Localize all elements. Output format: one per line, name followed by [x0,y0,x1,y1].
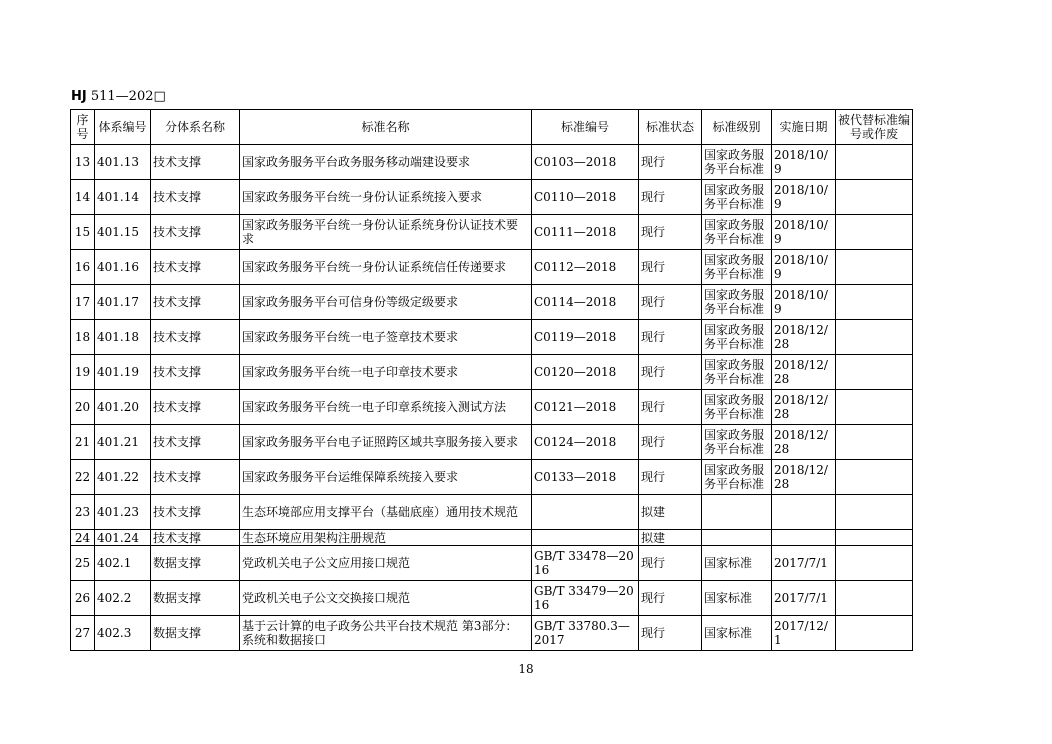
standard-code: 511—202□ [90,89,166,104]
cell-standard-code: C0133—2018 [532,460,639,495]
cell-status: 拟建 [639,530,702,546]
cell-subsystem: 技术支撑 [151,180,240,215]
cell-date: 2017/12/1 [772,616,836,651]
table-row [71,215,913,250]
cell-standard-name: 国家政务服务平台统一电子印章系统接入测试方法 [240,390,532,425]
cell-no: 21 [71,425,95,460]
table-row [71,320,913,355]
cell-standard-code: C0114—2018 [532,285,639,320]
col-header-level: 标准级别 [702,110,772,145]
cell-standard-code: C0120—2018 [532,355,639,390]
col-header-status: 标准状态 [639,110,702,145]
cell-replaced [836,460,913,495]
cell-replaced [836,355,913,390]
cell-status: 现行 [639,320,702,355]
cell-subsystem: 技术支撑 [151,250,240,285]
cell-no: 16 [71,250,95,285]
cell-no: 15 [71,215,95,250]
cell-system-code: 401.20 [95,390,151,425]
cell-system-code: 401.18 [95,320,151,355]
col-header-no: 序号 [71,110,95,145]
cell-standard-code: C0121—2018 [532,390,639,425]
cell-no: 19 [71,355,95,390]
cell-standard-name: 国家政务服务平台统一电子签章技术要求 [240,320,532,355]
cell-level: 国家政务服务平台标准 [702,320,772,355]
col-header-standard-code: 标准编号 [532,110,639,145]
cell-standard-name: 国家政务服务平台电子证照跨区域共享服务接入要求 [240,425,532,460]
col-header-date: 实施日期 [772,110,836,145]
cell-status: 现行 [639,390,702,425]
cell-level: 国家标准 [702,546,772,581]
cell-status: 现行 [639,285,702,320]
table-header-row [71,110,913,145]
cell-status: 现行 [639,215,702,250]
cell-system-code: 401.16 [95,250,151,285]
cell-standard-code [532,495,639,530]
cell-date: 2017/7/1 [772,581,836,616]
cell-level: 国家标准 [702,581,772,616]
cell-system-code: 401.23 [95,495,151,530]
cell-replaced [836,425,913,460]
cell-replaced [836,390,913,425]
cell-standard-code: C0119—2018 [532,320,639,355]
page-number: 18 [518,662,534,676]
table-row [71,495,913,530]
cell-system-code: 401.24 [95,530,151,546]
table-row [71,546,913,581]
cell-date: 2017/7/1 [772,546,836,581]
cell-subsystem: 技术支撑 [151,530,240,546]
cell-standard-name: 党政机关电子公文交换接口规范 [240,581,532,616]
cell-replaced [836,530,913,546]
cell-replaced [836,215,913,250]
cell-subsystem: 技术支撑 [151,145,240,180]
cell-standard-code [532,530,639,546]
cell-date: 2018/12/28 [772,320,836,355]
cell-replaced [836,180,913,215]
table-row [71,425,913,460]
cell-standard-code: C0103—2018 [532,145,639,180]
cell-subsystem: 数据支撑 [151,616,240,651]
cell-standard-name: 国家政务服务平台统一身份认证系统身份认证技术要求 [240,215,532,250]
cell-level: 国家政务服务平台标准 [702,180,772,215]
cell-replaced [836,616,913,651]
cell-level: 国家政务服务平台标准 [702,425,772,460]
col-header-system-code: 体系编号 [95,110,151,145]
cell-no: 17 [71,285,95,320]
cell-status: 现行 [639,546,702,581]
cell-date: 2018/10/9 [772,145,836,180]
cell-system-code: 401.19 [95,355,151,390]
cell-subsystem: 技术支撑 [151,285,240,320]
cell-standard-name: 生态环境应用架构注册规范 [240,530,532,546]
table-body [71,145,913,651]
cell-status: 拟建 [639,495,702,530]
cell-no: 25 [71,546,95,581]
cell-replaced [836,145,913,180]
cell-standard-name: 党政机关电子公文应用接口规范 [240,546,532,581]
cell-status: 现行 [639,250,702,285]
cell-standard-name: 基于云计算的电子政务公共平台技术规范 第3部分：系统和数据接口 [240,616,532,651]
cell-level [702,530,772,546]
cell-status: 现行 [639,460,702,495]
cell-level [702,495,772,530]
cell-replaced [836,320,913,355]
col-header-replaced: 被代替标准编号或作废 [836,110,913,145]
table-row [71,581,913,616]
cell-date: 2018/12/28 [772,355,836,390]
col-header-subsystem: 分体系名称 [151,110,240,145]
cell-standard-code: C0110—2018 [532,180,639,215]
cell-subsystem: 数据支撑 [151,546,240,581]
cell-standard-code: GB/T 33478—2016 [532,546,639,581]
cell-status: 现行 [639,425,702,460]
cell-no: 23 [71,495,95,530]
cell-level: 国家政务服务平台标准 [702,215,772,250]
col-header-standard-name: 标准名称 [240,110,532,145]
cell-system-code: 401.22 [95,460,151,495]
cell-system-code: 401.17 [95,285,151,320]
table-row [71,390,913,425]
cell-system-code: 401.14 [95,180,151,215]
cell-replaced [836,285,913,320]
cell-level: 国家政务服务平台标准 [702,145,772,180]
cell-status: 现行 [639,355,702,390]
cell-standard-name: 生态环境部应用支撑平台（基础底座）通用技术规范 [240,495,532,530]
cell-standard-code: GB/T 33780.3—2017 [532,616,639,651]
table-row [71,355,913,390]
cell-level: 国家政务服务平台标准 [702,460,772,495]
cell-status: 现行 [639,180,702,215]
table-row [71,145,913,180]
cell-no: 18 [71,320,95,355]
cell-no: 13 [71,145,95,180]
cell-subsystem: 技术支撑 [151,425,240,460]
standards-table [70,109,913,651]
cell-standard-code: C0124—2018 [532,425,639,460]
cell-standard-name: 国家政务服务平台可信身份等级定级要求 [240,285,532,320]
table-row [71,250,913,285]
document-header [71,89,166,104]
table-row [71,616,913,651]
cell-level: 国家政务服务平台标准 [702,355,772,390]
cell-status: 现行 [639,616,702,651]
cell-status: 现行 [639,145,702,180]
cell-system-code: 402.3 [95,616,151,651]
cell-standard-name: 国家政务服务平台统一身份认证系统接入要求 [240,180,532,215]
cell-standard-code: GB/T 33479—2016 [532,581,639,616]
cell-subsystem: 技术支撑 [151,355,240,390]
cell-date: 2018/12/28 [772,425,836,460]
cell-no: 14 [71,180,95,215]
cell-subsystem: 技术支撑 [151,390,240,425]
cell-date: 2018/12/28 [772,460,836,495]
cell-date [772,495,836,530]
cell-level: 国家政务服务平台标准 [702,390,772,425]
cell-level: 国家政务服务平台标准 [702,285,772,320]
cell-level: 国家政务服务平台标准 [702,250,772,285]
cell-system-code: 402.1 [95,546,151,581]
cell-level: 国家标准 [702,616,772,651]
cell-date: 2018/10/9 [772,285,836,320]
cell-replaced [836,581,913,616]
cell-subsystem: 技术支撑 [151,460,240,495]
cell-standard-name: 国家政务服务平台政务服务移动端建设要求 [240,145,532,180]
standard-prefix: HJ [71,89,87,104]
cell-subsystem: 技术支撑 [151,215,240,250]
cell-system-code: 402.2 [95,581,151,616]
table-row [71,285,913,320]
cell-standard-code: C0112—2018 [532,250,639,285]
cell-system-code: 401.21 [95,425,151,460]
cell-replaced [836,546,913,581]
cell-date [772,530,836,546]
cell-no: 27 [71,616,95,651]
cell-standard-code: C0111—2018 [532,215,639,250]
cell-date: 2018/10/9 [772,215,836,250]
table-row [71,460,913,495]
cell-subsystem: 数据支撑 [151,581,240,616]
cell-no: 24 [71,530,95,546]
cell-standard-name: 国家政务服务平台运维保障系统接入要求 [240,460,532,495]
cell-replaced [836,250,913,285]
cell-no: 26 [71,581,95,616]
cell-date: 2018/10/9 [772,250,836,285]
cell-replaced [836,495,913,530]
cell-standard-name: 国家政务服务平台统一电子印章技术要求 [240,355,532,390]
cell-no: 20 [71,390,95,425]
cell-date: 2018/12/28 [772,390,836,425]
cell-no: 22 [71,460,95,495]
cell-system-code: 401.13 [95,145,151,180]
cell-status: 现行 [639,581,702,616]
cell-date: 2018/10/9 [772,180,836,215]
cell-subsystem: 技术支撑 [151,320,240,355]
cell-standard-name: 国家政务服务平台统一身份认证系统信任传递要求 [240,250,532,285]
cell-subsystem: 技术支撑 [151,495,240,530]
table-row [71,180,913,215]
cell-system-code: 401.15 [95,215,151,250]
table-row [71,530,913,546]
